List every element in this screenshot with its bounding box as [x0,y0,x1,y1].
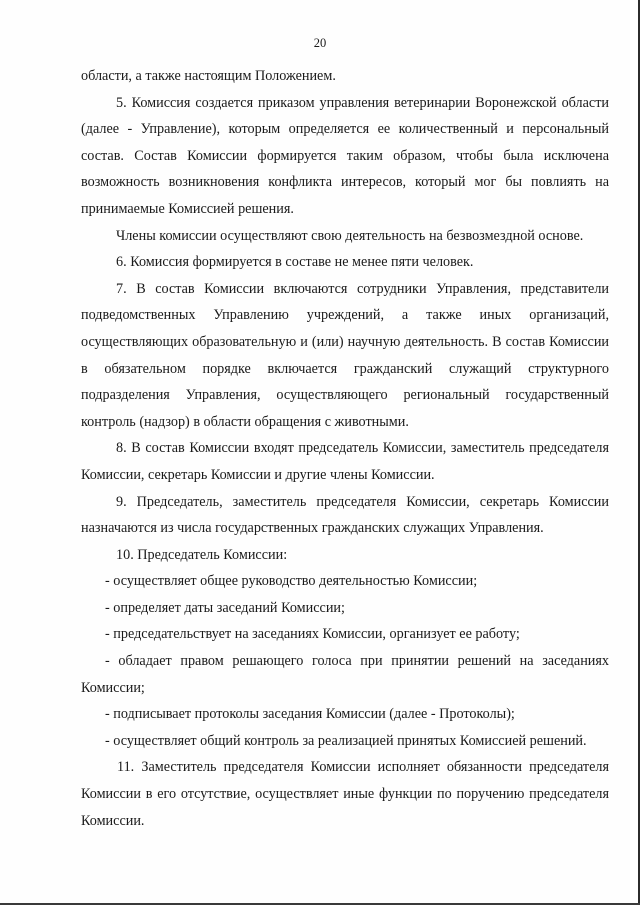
paragraph-item-9: 9. Председатель, заместитель председателя Комиссии, секретарь Комиссии назначаются из числа государственных гражданских служащих Управления. [81,493,609,537]
list-item-chairman-duty: - обладает правом решающего голоса при принятии решений на заседаниях Комиссии; [81,653,609,696]
paragraph-item-11: 11. Заместитель председателя Комиссии исполняет обязанности председателя Комиссии в его отсутствие, осуществляет иные функции по поручению председателя Комиссии. [81,759,609,829]
list-item-chairman-duty: - определяет даты заседаний Комиссии; [105,599,345,616]
paragraph-item-5: 5. Комиссия создается приказом управления ветеринарии Воронежской области (далее - Управление), которым определяется ее количественный и персональный состав. Состав Комиссии формируется таким образом, чтобы была исключена возможность возникновения конфликта интересов, который мог бы повлиять на принимаемые Комиссией решения. [81,94,609,217]
list-item-chairman-duty: - осуществляет общий контроль за реализацией принятых Комиссией решений. [105,732,587,749]
page-number: 20 [313,36,327,50]
list-item-chairman-duty: - председательствует на заседаниях Комиссии, организует ее работу; [105,626,520,643]
paragraph-item-10: 10. Председатель Комиссии: [116,546,288,563]
paragraph-item-6: 6. Комиссия формируется в составе не менее пяти человек. [116,254,474,271]
document-body [81,63,609,834]
list-item-chairman-duty: - подписывает протоколы заседания Комиссии (далее - Протоколы); [105,706,515,723]
paragraph-item-7: 7. В состав Комиссии включаются сотрудники Управления, представители подведомственных Управлению учреждений, а также иных организаций, осуществляющих образовательную и (или) научную деятельность. В состав Комиссии в обязательном порядке включается гражданский служащий структурного подразделения Управления, осуществляющего региональный государственный контроль (надзор) в области обращения с животными. [81,280,609,430]
paragraph-continuation: области, а также настоящим Положением. [81,68,336,84]
list-item-chairman-duty: - осуществляет общее руководство деятельностью Комиссии; [105,573,478,590]
paragraph-item-8: 8. В состав Комиссии входят председатель Комиссии, заместитель председателя Комиссии, секретарь Комиссии и другие члены Комиссии. [81,440,609,483]
paragraph-members-note: Члены комиссии осуществляют свою деятельность на безвозмездной основе. [116,227,584,244]
